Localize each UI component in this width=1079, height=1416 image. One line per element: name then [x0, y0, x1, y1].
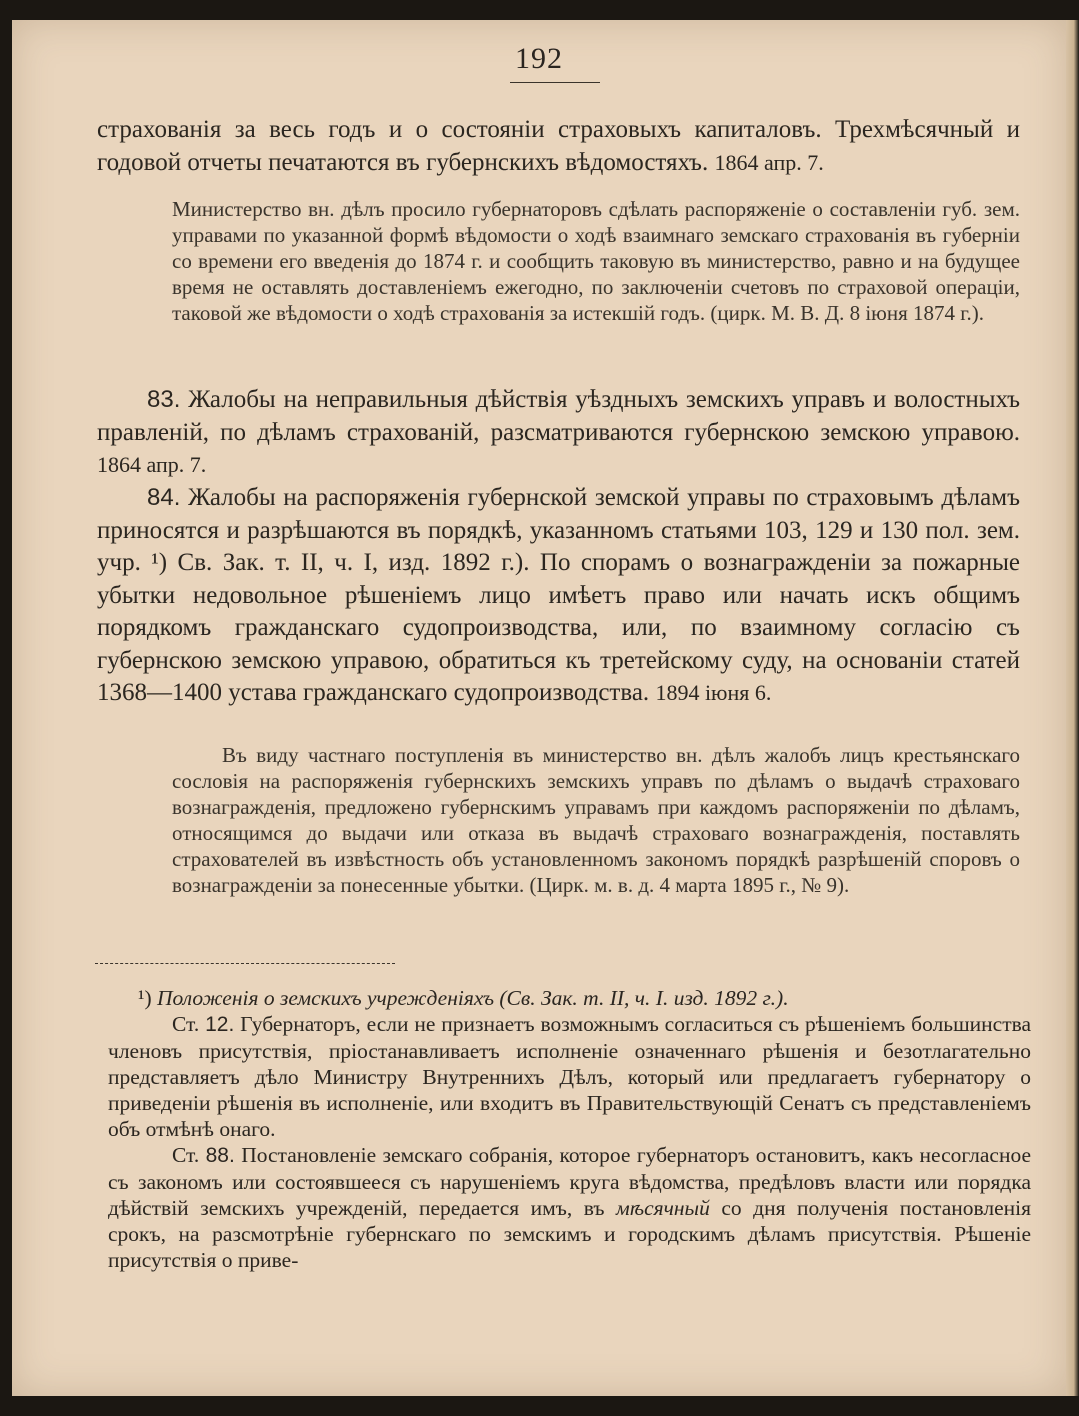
footnote-article-12 — [108, 1011, 1031, 1142]
footnote-article-88-italic: мѣсячный — [616, 1196, 710, 1220]
paragraph-top-date: 1864 апр. 7. — [714, 149, 824, 175]
article-84 — [97, 482, 1020, 710]
article-84-number: 84. — [147, 484, 181, 511]
page-number: 192 — [515, 42, 563, 75]
footnote-article-12-number: 12. — [205, 1013, 235, 1036]
page-number-rule — [510, 82, 600, 83]
article-83-date: 1864 апр. 7. — [97, 452, 207, 477]
paragraph-top-text: страхованія за весь годъ и о состояніи страховыхъ капиталовъ. Трехмѣсячный и годовой отчеты печатаются въ губернскихъ вѣдомостяхъ. — [97, 116, 1020, 176]
footnote-article-88-text-a: Постановленіе земскаго собранія, которое губернаторъ остановитъ, какъ несогласное съ закономъ или состоявшееся съ нарушеніемъ круга вѣдомства, предѣловъ власти или порядка дѣйствій земскихъ учрежденій, передается имъ, въ — [108, 1143, 1031, 1220]
article-84-text: Жалобы на распоряженія губернской земской управы по страховымъ дѣламъ приносятся и разрѣшаются въ порядкѣ, указанномъ статьями 103, 129 и 130 пол. зем. учр. ¹) Св. Зак. т. II, ч. I, изд. 1892 г.). По спорамъ о вознагражденіи за пожарные убытки недовольное рѣшеніемъ лицо имѣетъ право или начать искъ общимъ порядкомъ гражданскаго судопроизводства, или, по взаимному согласію съ губернскою земскою управою, обратиться къ третейскому суду, на основаніи статей 1368—1400 устава гражданскаго судопроизводства. — [97, 484, 1021, 706]
footnote-block — [108, 985, 1031, 1273]
footnote-article-88-text-b: со дня полученія постановленія срокъ, на разсмотрѣніе губернскаго по земскимъ и городскимъ дѣламъ присутствія. Рѣшеніе присутствія о приве- — [108, 1196, 1032, 1272]
footnote-article-88-label: Ст. — [172, 1143, 200, 1167]
footnote-article-88-number: 88. — [205, 1144, 235, 1167]
article-83 — [97, 384, 1020, 482]
footnote-rule — [95, 963, 395, 964]
article-83-number: 83. — [147, 386, 181, 413]
footnote-article-12-text: Губернаторъ, если не признаетъ возможнымъ согласиться съ рѣшеніемъ большинства членовъ присутствія, пріостанавливаетъ исполненіе означеннаго рѣшенія и безотлагательно представляетъ дѣло Министру Внутреннихъ Дѣлъ, который или предлагаетъ губернатору о приведеніи рѣшенія въ исполненіе, или входитъ въ Правительствующій Сенатъ съ представленіемъ объ отмѣнѣ онаго. — [108, 1012, 1032, 1141]
footnote-article-88 — [108, 1142, 1031, 1273]
paragraph-top — [97, 114, 1020, 179]
article-84-date: 1894 іюня 6. — [655, 680, 772, 705]
note-circular-1895: Въ виду частнаго поступленія въ министерство вн. дѣлъ жалобъ лицъ крестьянскаго сословія на распоряженія губернскихъ земскихъ управъ по дѣламъ о выдачѣ страховаго вознагражденія, предложено губернскимъ управамъ при каждомъ распоряженіи по дѣламъ, относящимся до выдачи или отказа въ выдачѣ страховаго вознагражденія, поставлять страхователей въ извѣстность объ установленномъ закономъ порядкѣ разрѣшеній споровъ о вознагражденіи за понесенные убытки. (Цирк. м. в. д. 4 марта 1895 г., № 9). — [172, 743, 1020, 897]
article-83-text: Жалобы на неправильныя дѣйствія уѣздныхъ земскихъ управъ и волостныхъ правленій, по дѣламъ страхованій, разсматриваются губернскою земскою управою. — [97, 386, 1021, 446]
footnote-marker: ¹) — [138, 986, 152, 1010]
page-edge — [1066, 20, 1079, 1396]
note-ministry-1874: Министерство вн. дѣлъ просило губернаторовъ сдѣлать распоряженіе о составленіи губ. зем. управами по указанной формѣ вѣдомости о ходѣ взаимнаго земскаго страхованія въ губерніи со времени его введенія до 1874 г. и сообщить таковую въ министерство, равно и на будущее время не оставлять доставленіемъ ежегодно, по заключеніи счетовъ по страховой операціи, таковой же вѣдомости о ходѣ страхованія за истекшій годъ. (цирк. М. В. Д. 8 іюня 1874 г.). — [172, 197, 1020, 325]
footnote-article-12-label: Ст. — [172, 1012, 200, 1036]
footnote-title: Положенія о земскихъ учрежденіяхъ (Св. Зак. т. II, ч. I. изд. 1892 г.). — [156, 986, 789, 1010]
footnote-title-line — [108, 985, 1031, 1011]
